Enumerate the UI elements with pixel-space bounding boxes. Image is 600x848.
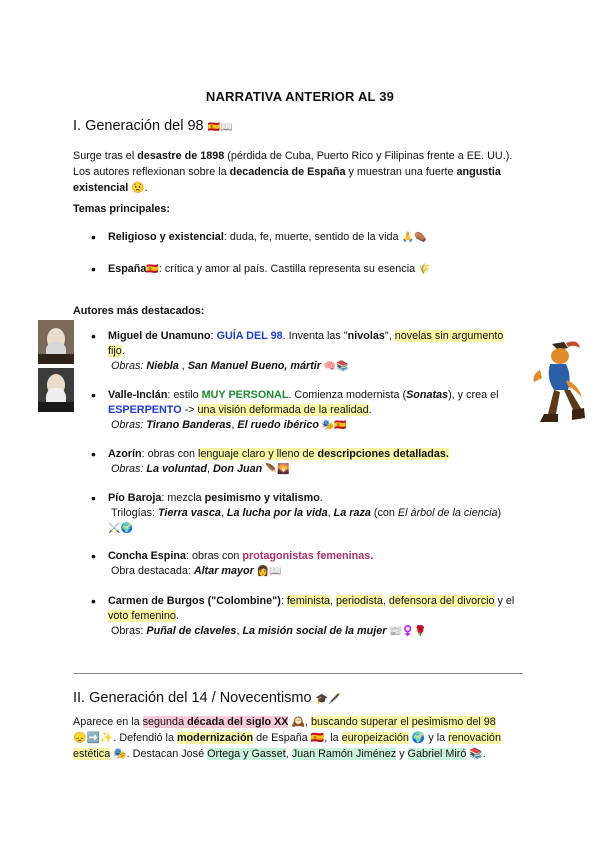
section-2-heading-text: II. Generación del 14 / Novecentismo <box>73 690 312 706</box>
document-title: NARRATIVA ANTERIOR AL 39 <box>205 89 395 104</box>
bullet: • <box>91 328 96 344</box>
feather-sunrise-icon: 🪶🌄 <box>262 464 290 475</box>
grad-cap-pen-icon: 🎓🖋️ <box>315 694 341 705</box>
theme-item: España🇪🇸: crítica y amor al país. Castilla representa su esencia 🌾 <box>108 263 431 275</box>
section-1-heading-text: I. Generación del 98 <box>73 118 204 134</box>
theme-item: Religioso y existencial: duda, fe, muerte, sentido de la vida 🙏⚰️ <box>108 231 427 243</box>
swords-globe-icon: ⚔️🌍 <box>108 523 133 534</box>
newspaper-female-rose-icon: 📰♀️🌹 <box>386 626 427 637</box>
brain-books-icon: 🧠📚 <box>321 361 349 372</box>
wheat-icon: 🌾 <box>418 264 431 275</box>
section-1-heading <box>73 118 233 134</box>
valle-inclan-portrait <box>38 368 74 412</box>
section-2-heading <box>73 690 341 706</box>
section-2-paragraph: Aparece en la segunda década del siglo XX 🕰️, buscando superar el pesimismo del 98 😞➡️✨. Defendió la modernización de España 🇪🇸, la europeización 🌍 y la renovación estética 🎭. Destacan José Ortega y Gasset, Juan Ramón Jiménez y Gabriel Miró 📚. <box>73 716 501 760</box>
author-carmen-de-burgos: Carmen de Burgos ("Colombine"): feminista, periodista, defensora del divorcio y el voto femenino. Obras: Puñal de claveles, La misión social de la mujer 📰♀️🌹 <box>108 595 515 637</box>
woman-book-icon: 👩📖 <box>253 566 282 577</box>
author-baroja: Pío Baroja: mezcla pesimismo y vitalismo. Trilogías: Tierra vasca, La lucha por la vida, La raza (con El árbol de la ciencia) ⚔️🌍 <box>108 492 502 534</box>
unamuno-portrait <box>38 320 74 364</box>
puss-in-boots-illustration <box>528 340 586 430</box>
section-1-intro: Surge tras el desastre de 1898 (pérdida de Cuba, Puerto Rico y Filipinas frente a EE. UU.). Los autores reflexionan sobre la decadencia de España y muestran una fuerte angustia existencial 😟. <box>73 150 513 194</box>
bullet: • <box>91 387 96 403</box>
authors-label: Autores más destacados: <box>73 305 205 317</box>
author-valle-inclan: Valle-Inclán: estilo MUY PERSONAL. Comienza modernista (Sonatas), y crea el ESPERPENTO -> una visión deformada de la realidad. Obras: Tirano Banderas, El ruedo ibérico 🎭🇪🇸 <box>108 389 499 431</box>
spain-flag-icon: 🇪🇸 <box>146 264 159 275</box>
pray-coffin-icon: 🙏⚰️ <box>401 232 427 243</box>
author-azorin: Azorín: obras con lenguaje claro y lleno de descripciones detalladas. Obras: La voluntad, Don Juan 🪶🌄 <box>108 448 449 475</box>
author-concha-espina: Concha Espina: obras con protagonistas femeninas. Obra destacada: Altar mayor 👩📖 <box>108 550 374 577</box>
author-unamuno: Miguel de Unamuno: GUÍA DEL 98. Inventa las "nivolas", novelas sin argumento fijo. Obras: Niebla , San Manuel Bueno, mártir 🧠📚 <box>108 330 504 372</box>
bullet: • <box>91 261 96 277</box>
masks-flag-icon: 🎭🇪🇸 <box>319 420 347 431</box>
bullet: • <box>91 548 96 564</box>
bullet: • <box>91 446 96 462</box>
themes-label: Temas principales: <box>73 203 171 215</box>
bullet: • <box>91 490 96 506</box>
section-divider <box>73 673 523 674</box>
flag-book-icon: 🇪🇸📖 <box>207 122 233 133</box>
bullet: • <box>91 229 96 245</box>
bullet: • <box>91 593 96 609</box>
